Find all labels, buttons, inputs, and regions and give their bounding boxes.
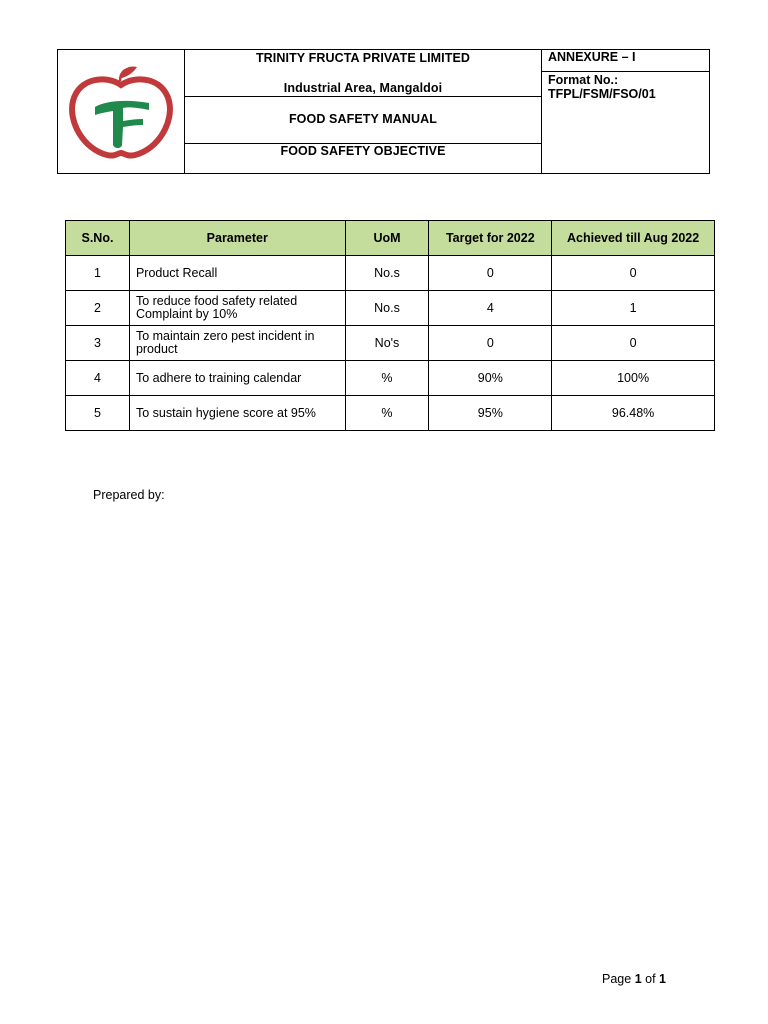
parameter-cell: To reduce food safety related Complaint by 10%	[129, 291, 345, 326]
achieved-cell: 0	[552, 326, 715, 361]
reference-column	[541, 50, 709, 173]
parameter-cell: To adhere to training calendar	[129, 361, 345, 396]
achieved-cell: 96.48%	[552, 396, 715, 431]
prepared-by-label: Prepared by:	[93, 488, 165, 502]
document-header	[57, 49, 710, 174]
column-header: UoM	[345, 221, 429, 256]
table-row	[66, 326, 715, 361]
column-header: S.No.	[66, 221, 130, 256]
logo-cell	[58, 50, 185, 173]
sno-cell: 5	[66, 396, 130, 431]
table-row	[66, 291, 715, 326]
company-name: TRINITY FRUCTA PRIVATE LIMITED	[255, 51, 471, 65]
target-cell: 0	[429, 326, 552, 361]
uom-cell: No.s	[345, 256, 429, 291]
manual-cell	[185, 97, 541, 144]
format-number: TFPL/FSM/FSO/01	[548, 87, 656, 101]
manual-title: FOOD SAFETY MANUAL	[288, 112, 438, 126]
achieved-cell: 1	[552, 291, 715, 326]
parameter-cell: To maintain zero pest incident in product	[129, 326, 345, 361]
table-header-row	[66, 221, 715, 256]
parameter-cell: Product Recall	[129, 256, 345, 291]
achieved-cell: 100%	[552, 361, 715, 396]
format-number-block	[548, 73, 656, 101]
format-label: Format No.:	[548, 73, 619, 87]
page-footer	[602, 972, 666, 986]
page-of: of	[645, 972, 656, 986]
table-row	[66, 256, 715, 291]
target-cell: 95%	[429, 396, 552, 431]
sno-cell: 4	[66, 361, 130, 396]
column-header: Parameter	[129, 221, 345, 256]
uom-cell: No's	[345, 326, 429, 361]
annexure-label: ANNEXURE – I	[542, 50, 709, 72]
table-row	[66, 396, 715, 431]
objectives-table	[65, 220, 715, 431]
company-location: Industrial Area, Mangaldoi	[283, 81, 443, 95]
page-current: 1	[634, 972, 642, 986]
uom-cell: %	[345, 361, 429, 396]
target-cell: 90%	[429, 361, 552, 396]
achieved-cell: 0	[552, 256, 715, 291]
document-title: FOOD SAFETY OBJECTIVE	[280, 144, 446, 158]
uom-cell: %	[345, 396, 429, 431]
page-total: 1	[659, 972, 666, 986]
uom-cell: No.s	[345, 291, 429, 326]
target-cell: 4	[429, 291, 552, 326]
apple-f-logo-icon	[65, 63, 177, 159]
sno-cell: 1	[66, 256, 130, 291]
title-column	[185, 50, 541, 173]
company-cell	[185, 50, 541, 97]
sno-cell: 3	[66, 326, 130, 361]
column-header: Achieved till Aug 2022	[552, 221, 715, 256]
parameter-cell: To sustain hygiene score at 95%	[129, 396, 345, 431]
table-row	[66, 361, 715, 396]
document-cell	[185, 144, 541, 173]
page-word: Page	[602, 972, 632, 986]
target-cell: 0	[429, 256, 552, 291]
sno-cell: 2	[66, 291, 130, 326]
column-header: Target for 2022	[429, 221, 552, 256]
